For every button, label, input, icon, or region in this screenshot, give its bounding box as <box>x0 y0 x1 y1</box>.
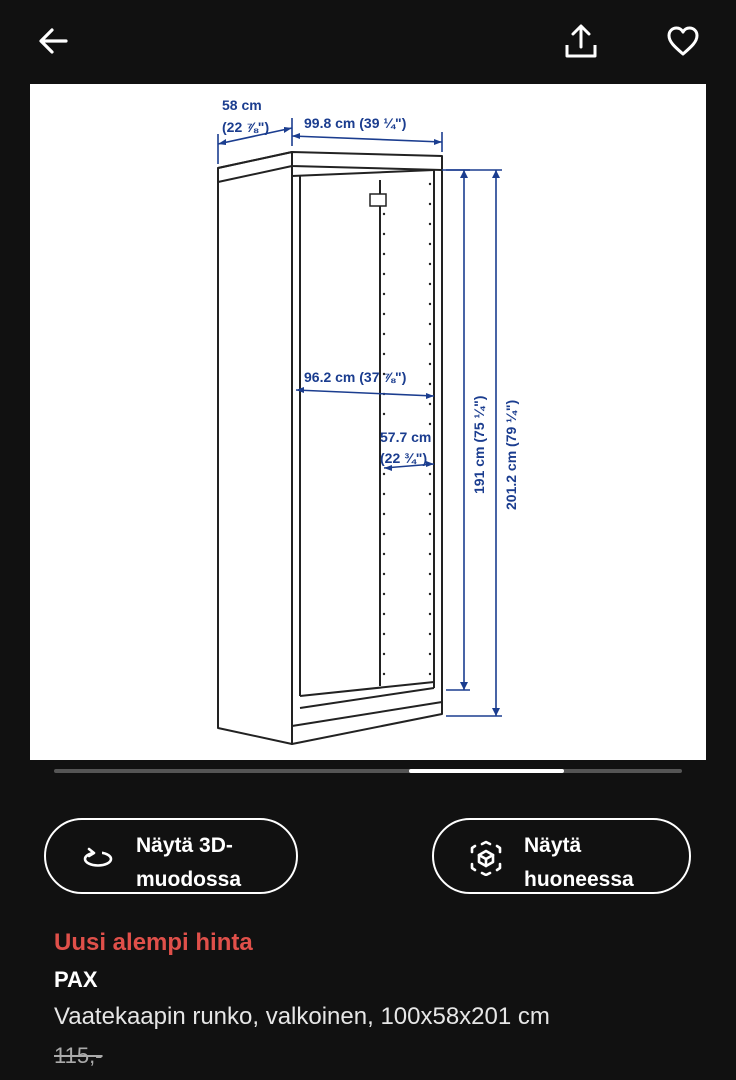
gallery-scroll-indicator <box>54 769 682 773</box>
view-in-room-button[interactable] <box>432 818 691 894</box>
share-upload-icon <box>561 21 601 61</box>
heart-icon <box>665 23 701 59</box>
top-bar <box>0 0 736 84</box>
dim-width-inner: 96.2 cm (37 ⅞") <box>304 369 407 385</box>
arrow-left-icon <box>36 24 70 58</box>
old-price: 115,- <box>54 1043 103 1068</box>
rotate-3d-icon <box>80 840 116 876</box>
favorite-button[interactable] <box>659 17 707 65</box>
ar-cube-icon <box>468 840 504 876</box>
dim-depth-cm: 58 cm <box>222 97 262 113</box>
dim-height-outer: 201.2 cm (79 ¼") <box>503 399 519 510</box>
view-3d-label: Näytä 3D- muodossa <box>136 834 242 891</box>
dim-inner-depth-cm: 57.7 cm <box>380 429 432 445</box>
dim-width-outer: 99.8 cm (39 ¼") <box>304 115 407 131</box>
promo-label: Uusi alempi hinta <box>54 929 253 956</box>
product-description: Vaatekaapin runko, valkoinen, 100x58x201 cm <box>54 1003 550 1030</box>
back-button[interactable] <box>29 17 77 65</box>
dimension-drawing <box>30 84 706 760</box>
view-in-room-label: Näytä huoneessa <box>524 834 634 891</box>
dim-depth-in: (22 ⅞") <box>222 119 270 135</box>
view-3d-button[interactable] <box>44 818 298 894</box>
gallery-scroll-thumb <box>409 769 564 773</box>
share-button[interactable] <box>557 17 605 65</box>
dim-inner-depth-in: (22 ¾") <box>380 450 428 466</box>
dim-height-inner: 191 cm (75 ¼") <box>471 395 487 494</box>
product-name: PAX <box>54 967 98 992</box>
product-image[interactable] <box>30 84 706 760</box>
